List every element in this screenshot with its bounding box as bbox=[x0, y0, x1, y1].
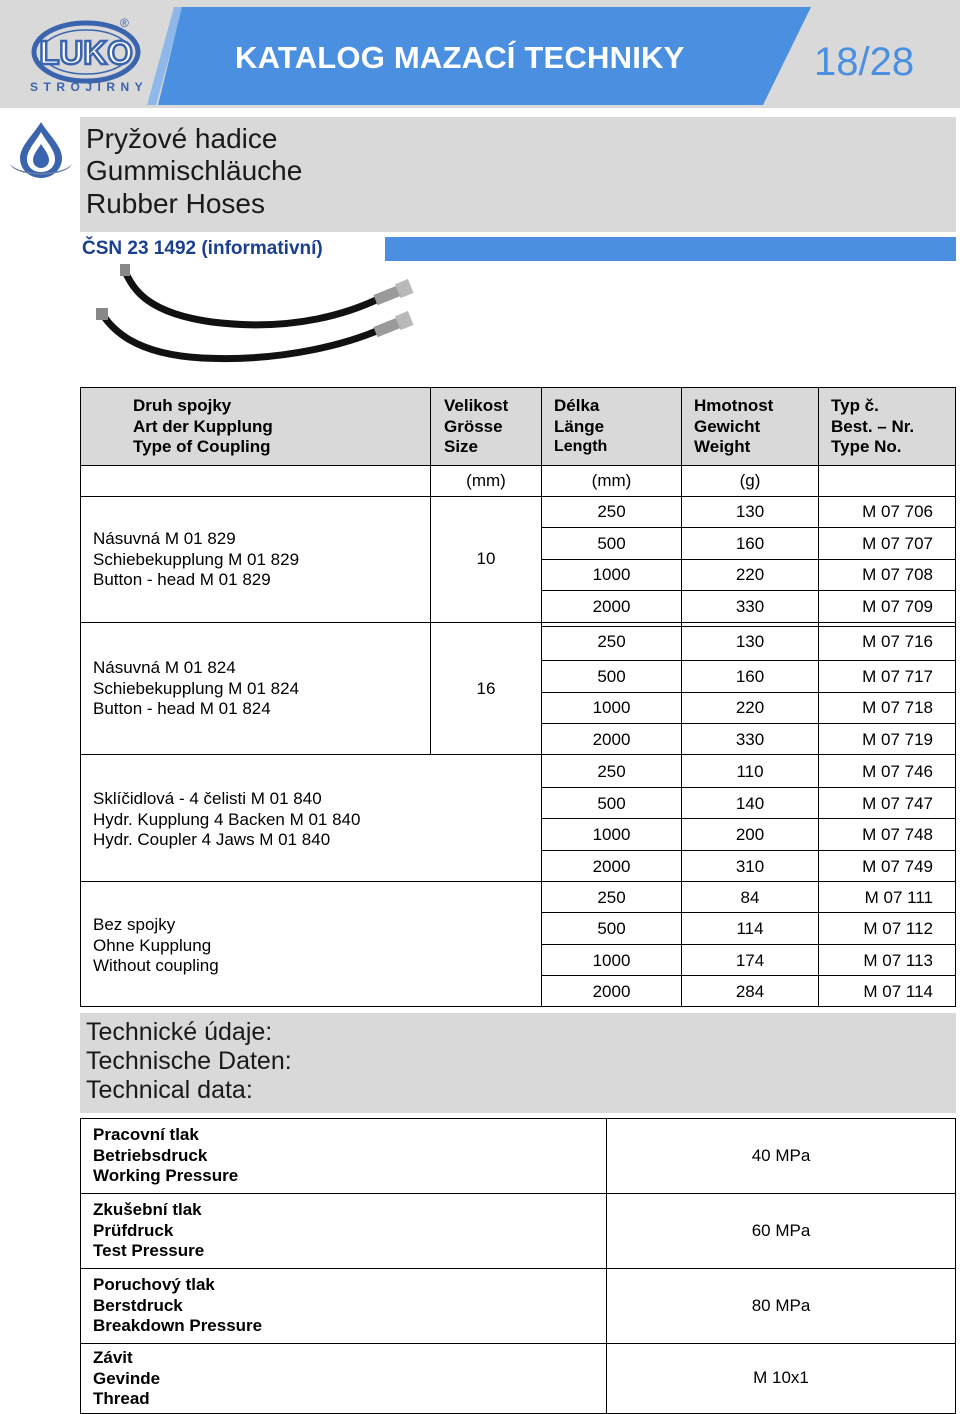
tech-row-divider bbox=[80, 1193, 956, 1194]
length-value: 250 bbox=[597, 632, 626, 651]
table-border-top bbox=[80, 387, 956, 388]
row-divider bbox=[542, 590, 956, 591]
weight-value: 174 bbox=[735, 951, 765, 970]
header-coupling: Druh spojky Art der Kupplung Type of Coupling bbox=[133, 396, 273, 456]
row-divider bbox=[542, 660, 956, 661]
technical-title-de: Technische Daten: bbox=[86, 1047, 292, 1075]
test-pressure-value: 60 MPa bbox=[751, 1221, 811, 1240]
header-length: Délka Länge Length bbox=[554, 396, 608, 455]
type-number: M 07 716 bbox=[862, 632, 933, 651]
weight-value: 284 bbox=[735, 982, 765, 1001]
unit-length: (mm) bbox=[591, 471, 632, 490]
type-number: M 07 111 bbox=[864, 888, 933, 907]
length-value: 1000 bbox=[592, 565, 631, 584]
group-divider bbox=[80, 754, 956, 755]
type-number: M 07 709 bbox=[862, 597, 933, 616]
row-divider bbox=[542, 527, 956, 528]
rubber-hose-image bbox=[92, 262, 432, 374]
tech-row-divider bbox=[80, 1268, 956, 1269]
weight-value: 114 bbox=[736, 919, 764, 938]
group-divider bbox=[80, 881, 956, 882]
type-number: M 07 706 bbox=[862, 502, 933, 521]
length-value: 2000 bbox=[592, 730, 631, 749]
length-value: 2000 bbox=[592, 857, 631, 876]
weight-value: 140 bbox=[735, 794, 765, 813]
length-value: 500 bbox=[597, 794, 626, 813]
type-number: M 07 112 bbox=[863, 919, 933, 938]
weight-value: 110 bbox=[736, 762, 764, 781]
type-number: M 07 113 bbox=[863, 951, 933, 970]
table-border-left bbox=[80, 387, 81, 1007]
coupling-description: Násuvná M 01 824 Schiebekupplung M 01 824 Button - head M 01 824 bbox=[93, 658, 300, 718]
breakdown-pressure-value: 80 MPa bbox=[751, 1296, 811, 1315]
weight-value: 160 bbox=[735, 534, 765, 553]
weight-value: 160 bbox=[735, 667, 765, 686]
length-value: 500 bbox=[597, 919, 626, 938]
tech-table-border-right bbox=[955, 1118, 956, 1414]
row-divider bbox=[542, 626, 956, 627]
tech-row-divider bbox=[80, 1343, 956, 1344]
size-value: 16 bbox=[476, 679, 496, 698]
type-number: M 07 719 bbox=[862, 730, 933, 749]
coupling-description: Bez spojky Ohne Kupplung Without coupling bbox=[93, 915, 219, 975]
weight-value: 84 bbox=[740, 888, 760, 907]
weight-value: 310 bbox=[735, 857, 765, 876]
section-title-de: Gummischläuche bbox=[86, 155, 303, 186]
col-divider-size bbox=[430, 496, 431, 755]
page-number: 18/28 bbox=[814, 40, 915, 84]
length-value: 2000 bbox=[592, 597, 631, 616]
header-weight: Hmotnost Gewicht Weight bbox=[694, 396, 774, 456]
logo-subtext: STROJÍRNY bbox=[30, 80, 149, 94]
catalog-title: KATALOG MAZACÍ TECHNIKY bbox=[235, 40, 685, 75]
section-title-cz: Pryžové hadice bbox=[86, 123, 278, 154]
length-value: 2000 bbox=[592, 982, 631, 1001]
type-number: M 07 747 bbox=[862, 794, 933, 813]
weight-value: 200 bbox=[735, 825, 765, 844]
table-units-divider bbox=[80, 496, 956, 497]
length-value: 500 bbox=[597, 534, 626, 553]
type-number: M 07 708 bbox=[862, 565, 933, 584]
coupling-description: Násuvná M 01 829 Schiebekupplung M 01 829 Button - head M 01 829 bbox=[93, 529, 300, 589]
type-number: M 07 748 bbox=[862, 825, 933, 844]
length-value: 250 bbox=[597, 502, 626, 521]
row-divider bbox=[542, 723, 956, 724]
table-border-right bbox=[955, 387, 956, 1007]
thread-label: Závit Gevinde Thread bbox=[93, 1348, 161, 1408]
weight-value: 130 bbox=[735, 502, 765, 521]
table-header-divider bbox=[80, 465, 956, 466]
length-value: 1000 bbox=[592, 951, 631, 970]
row-divider bbox=[542, 787, 956, 788]
row-divider bbox=[542, 850, 956, 851]
row-divider bbox=[542, 975, 956, 976]
tech-table-border-left bbox=[80, 1118, 81, 1414]
unit-size: (mm) bbox=[466, 471, 506, 490]
standard-reference: ČSN 23 1492 (informativní) bbox=[82, 238, 323, 259]
coupling-description: Sklíčidlová - 4 čelisti M 01 840 Hydr. Kupplung 4 Backen M 01 840 Hydr. Coupler 4 Jaws M 01 840 bbox=[93, 789, 361, 849]
tech-table-border-top bbox=[80, 1118, 956, 1119]
type-number: M 07 114 bbox=[863, 982, 933, 1001]
length-value: 500 bbox=[597, 667, 626, 686]
row-divider bbox=[542, 692, 956, 693]
length-value: 1000 bbox=[592, 698, 631, 717]
length-value: 250 bbox=[597, 888, 626, 907]
weight-value: 330 bbox=[735, 730, 765, 749]
type-number: M 07 707 bbox=[862, 534, 933, 553]
row-divider bbox=[542, 944, 956, 945]
section-title-en: Rubber Hoses bbox=[86, 188, 265, 219]
logo-text: LUKO bbox=[39, 34, 133, 71]
type-number: M 07 746 bbox=[862, 762, 933, 781]
header-size: Velikost Grösse Size bbox=[444, 396, 509, 456]
row-divider bbox=[542, 912, 956, 913]
size-value: 10 bbox=[476, 549, 496, 568]
weight-value: 330 bbox=[735, 597, 765, 616]
oil-drop-icon bbox=[8, 120, 74, 186]
unit-weight: (g) bbox=[739, 471, 761, 490]
length-value: 250 bbox=[597, 762, 626, 781]
registered-mark: ® bbox=[120, 16, 129, 30]
row-divider bbox=[542, 818, 956, 819]
type-number: M 07 718 bbox=[862, 698, 933, 717]
thread-value: M 10x1 bbox=[753, 1368, 809, 1387]
breakdown-pressure-label: Poruchový tlak Berstdruck Breakdown Pressure bbox=[93, 1275, 263, 1335]
type-number: M 07 717 bbox=[862, 667, 933, 686]
group-divider bbox=[80, 622, 956, 623]
test-pressure-label: Zkušební tlak Prüfdruck Test Pressure bbox=[93, 1200, 205, 1260]
working-pressure-label: Pracovní tlak Betriebsdruck Working Pressure bbox=[93, 1125, 239, 1185]
table-border-bottom bbox=[80, 1006, 956, 1007]
row-divider bbox=[542, 559, 956, 560]
weight-value: 220 bbox=[735, 565, 765, 584]
technical-title-cz: Technické údaje: bbox=[86, 1018, 273, 1046]
weight-value: 130 bbox=[735, 632, 765, 651]
weight-value: 220 bbox=[735, 698, 765, 717]
header-type-no: Typ č. Best. – Nr. Type No. bbox=[831, 396, 915, 456]
type-number: M 07 749 bbox=[862, 857, 933, 876]
technical-title-en: Technical data: bbox=[86, 1076, 253, 1104]
col-divider-type bbox=[818, 387, 819, 1007]
working-pressure-value: 40 MPa bbox=[751, 1146, 811, 1165]
length-value: 1000 bbox=[592, 825, 631, 844]
